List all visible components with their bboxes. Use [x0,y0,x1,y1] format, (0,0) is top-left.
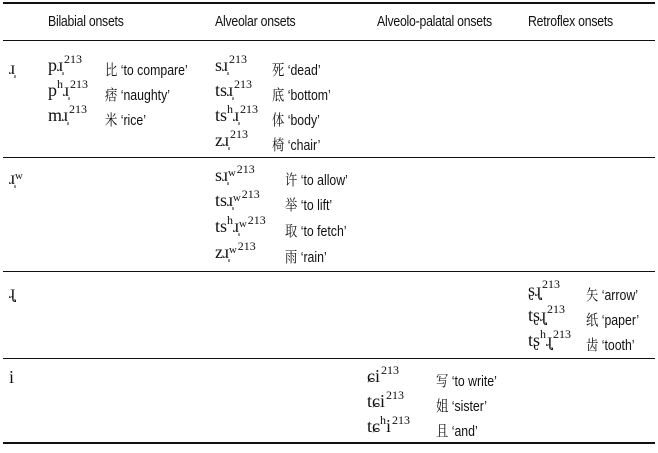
ipa-form: zɹ̩ʷ$^{213}$ [215,239,256,262]
header-rule [3,40,655,41]
rhyme-label: ɹ̩ʷ [9,168,23,188]
gloss: 底 ‘bottom’ [272,87,331,104]
rhyme-label: ɹ̩ [9,58,15,78]
gloss: 死 ‘dead’ [272,62,321,79]
header-bilabial: Bilabial onsets [48,13,124,30]
header-alveolar: Alveolar onsets [215,13,296,30]
ipa-form: $tɕ^hi^{213}$ [367,413,411,436]
ipa-form: ʂɻ̩$^{213}$ [528,277,561,300]
header-alveolopalatal: Alveolo-palatal onsets [377,13,492,30]
table-bottom-rule [3,442,655,444]
ipa-form: $ts^hɹ̩ʷ^{213}$ [215,213,266,236]
ipa-form: tʂɻ̩$^{213}$ [528,302,566,325]
onset-rhyme-table [3,0,655,453]
row-divider-2 [3,271,655,272]
gloss: 且 ‘and’ [436,423,478,440]
gloss: 痞 ‘naughty’ [105,87,170,104]
gloss: 举 ‘to lift’ [285,197,333,214]
table-top-rule [3,2,655,4]
ipa-form: pɹ̩$^{213}$ [48,52,82,75]
ipa-form: tsɹ̩$^{213}$ [215,77,253,100]
gloss: 齿 ‘tooth’ [586,337,635,354]
rhyme-label: i [9,367,15,387]
gloss: 比 ‘to compare’ [105,62,188,79]
header-retroflex: Retroflex onsets [528,13,613,30]
ipa-form: tsɹ̩ʷ$^{213}$ [215,187,260,210]
ipa-form: mɹ̩$^{213}$ [48,102,88,125]
gloss: 许 ‘to allow’ [285,172,348,189]
ipa-form: $p^hɹ̩^{213}$ [48,77,88,100]
rhyme-label: ɻ̩ [9,282,15,302]
gloss: 写 ‘to write’ [436,373,497,390]
ipa-form: tɕi$^{213}$ [367,388,405,411]
ipa-form: zɹ̩$^{213}$ [215,127,248,150]
gloss: 雨 ‘rain’ [285,249,327,266]
gloss: 米 ‘rice’ [105,112,147,129]
ipa-form: ɕi$^{213}$ [367,363,400,386]
ipa-form: $ts^hɹ̩^{213}$ [215,102,259,125]
gloss: 取 ‘to fetch’ [285,223,347,240]
ipa-form: sɹ̩ʷ$^{213}$ [215,162,255,185]
gloss: 姐 ‘sister’ [436,398,488,415]
gloss: 椅 ‘chair’ [272,137,321,154]
row-divider-1 [3,157,655,158]
gloss: 矢 ‘arrow’ [586,287,638,304]
ipa-form: sɹ̩$^{213}$ [215,52,248,75]
gloss: 纸 ‘paper’ [586,312,640,329]
ipa-form: tʂ$^h$ɻ̩$^{213}$ [528,327,572,350]
row-divider-3 [3,358,655,359]
gloss: 体 ‘body’ [272,112,320,129]
